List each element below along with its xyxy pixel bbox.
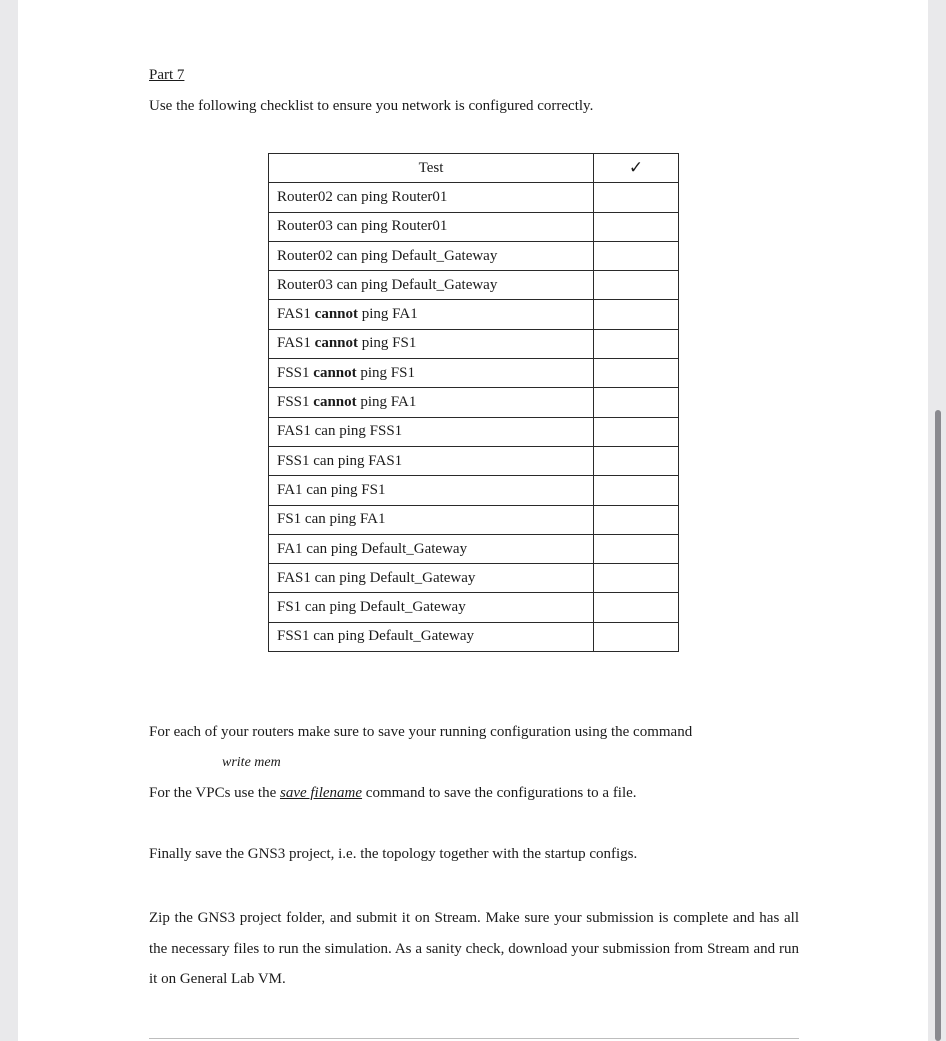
scrollbar-track[interactable] [928,0,946,1041]
check-cell [594,417,679,446]
test-cell [269,534,594,563]
table-row [269,564,679,593]
finally-instruction: Finally save the GNS3 project, i.e. the topology together with the startup configs. [149,846,638,862]
vpcs-text-start: For the VPCs use the [149,785,280,801]
vpcs-instruction [149,785,637,802]
intro-text: Use the following checklist to ensure you network is configured correctly. [149,98,594,114]
test-cell [269,505,594,534]
check-cell [594,271,679,300]
test-text: FAS1 [277,306,315,323]
table-row [269,388,679,417]
test-cell [269,622,594,651]
test-text: Router03 can ping Router01 [277,218,448,235]
test-text-end: ping FA1 [358,306,418,323]
checklist-table [268,153,679,652]
check-cell [594,564,679,593]
test-text: FSS1 can ping FAS1 [277,452,403,469]
test-emphasis: cannot [314,306,358,323]
table-row [269,241,679,270]
table-row [269,417,679,446]
test-text: FS1 can ping Default_Gateway [277,599,466,616]
test-emphasis: cannot [313,394,357,411]
test-text: FAS1 can ping Default_Gateway [277,569,476,586]
test-emphasis: cannot [313,364,357,381]
check-cell [594,446,679,475]
test-cell [269,388,594,417]
test-text: Router02 can ping Default_Gateway [277,247,498,264]
check-cell [594,300,679,329]
test-text: Router03 can ping Default_Gateway [277,276,498,293]
test-cell [269,593,594,622]
scrollbar-thumb[interactable] [935,410,941,1041]
test-text: FA1 can ping FS1 [277,481,386,498]
test-text: FSS1 can ping Default_Gateway [277,628,475,645]
check-cell [594,476,679,505]
test-text: FAS1 [277,335,315,352]
table-row [269,534,679,563]
table-row [269,505,679,534]
test-text: FAS1 can ping FSS1 [277,423,403,440]
table-row [269,183,679,212]
save-filename-command: save filename [279,785,363,801]
check-cell [594,183,679,212]
test-text-end: ping FS1 [356,364,415,381]
test-cell [269,564,594,593]
check-cell [594,534,679,563]
table-row [269,593,679,622]
test-text: Router02 can ping Router01 [277,188,448,205]
check-cell [594,505,679,534]
table-row [269,359,679,388]
test-text-end: ping FS1 [358,335,417,352]
check-cell [594,388,679,417]
test-text-end: ping FA1 [356,394,417,411]
check-cell [594,622,679,651]
part-heading: Part 7 [149,67,185,83]
bottom-divider [149,1038,799,1039]
test-text: FSS1 [277,364,314,381]
check-cell [594,593,679,622]
table-row [269,329,679,358]
test-cell [269,329,594,358]
test-text: FSS1 [277,394,314,411]
table-row [269,271,679,300]
test-emphasis: cannot [314,335,358,352]
test-cell [269,446,594,475]
test-cell [269,476,594,505]
test-cell [269,183,594,212]
test-cell [269,300,594,329]
check-cell [594,329,679,358]
check-cell [594,241,679,270]
table-row [269,446,679,475]
checkmark-column-header: ✓ [594,154,679,183]
table-row [269,300,679,329]
check-cell [594,212,679,241]
document-page [18,0,928,1041]
test-cell [269,417,594,446]
test-column-header: Test [269,154,594,183]
test-text: FA1 can ping Default_Gateway [277,540,468,557]
zip-instruction: Zip the GNS3 project folder, and submit it on Stream. Make sure your submission is complete and has all the necessary files to run the simulation. As a sanity check, download your submission from Stream and run it on General Lab VM. [149,910,799,987]
write-mem-command: write mem [222,755,281,770]
test-cell [269,241,594,270]
table-row [269,622,679,651]
test-cell [269,271,594,300]
table-row [269,476,679,505]
routers-instruction: For each of your routers make sure to save your running configuration using the command [149,724,693,740]
test-cell [269,359,594,388]
test-text: FS1 can ping FA1 [277,511,386,528]
test-cell [269,212,594,241]
table-row [269,212,679,241]
check-cell [594,359,679,388]
table-header-row [269,154,679,183]
vpcs-text-end: command to save the configurations to a file. [362,785,637,801]
